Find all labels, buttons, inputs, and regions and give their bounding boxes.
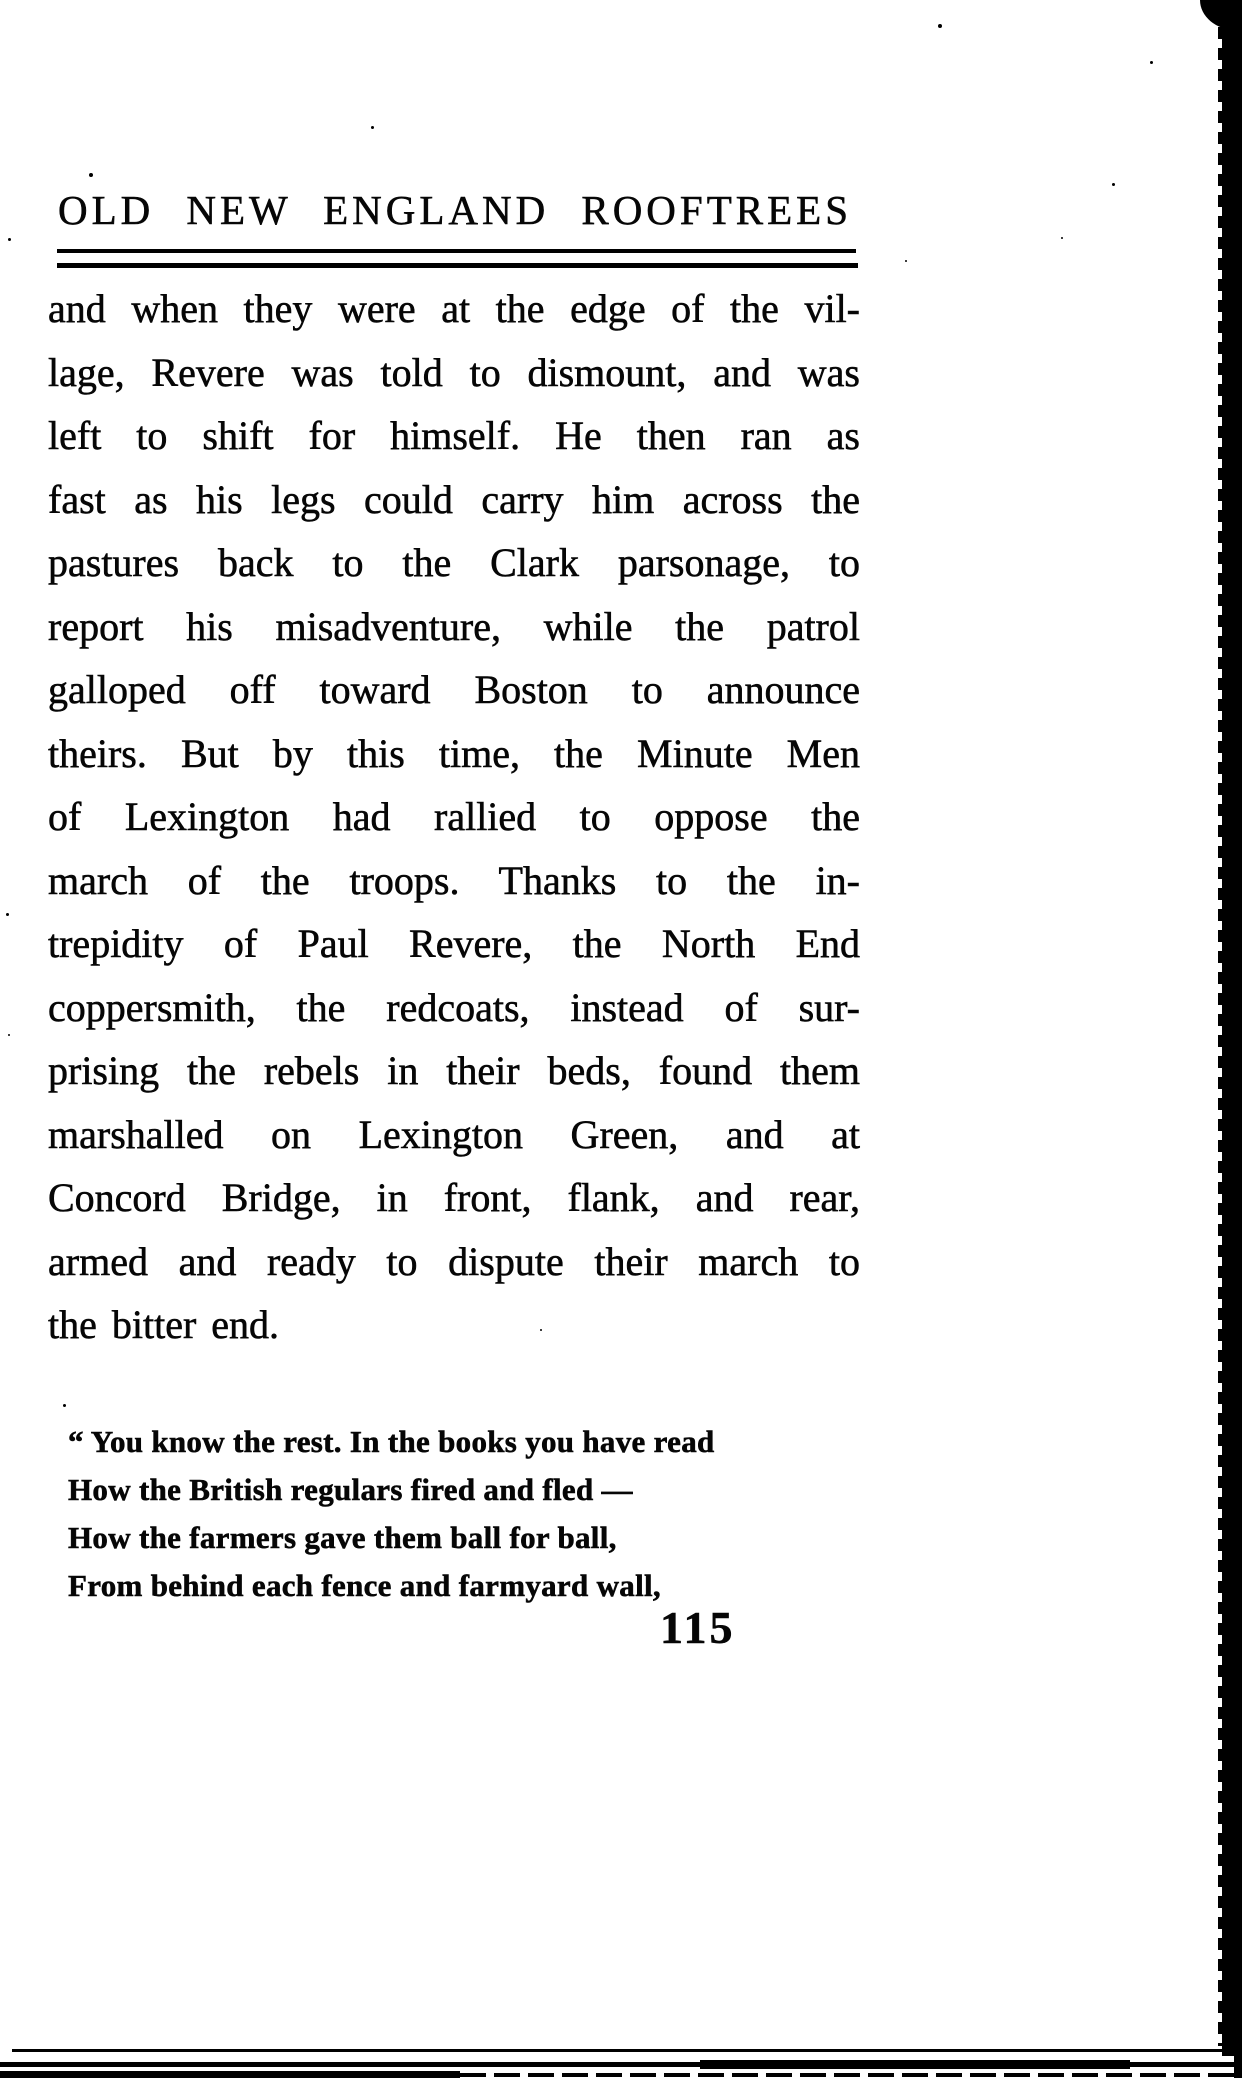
- scan-bottom-line: [12, 2049, 1240, 2052]
- speckle: [1112, 183, 1115, 186]
- scan-corner-curve: [1200, 0, 1236, 30]
- speckle: [371, 126, 374, 129]
- body-paragraph: [48, 277, 860, 1357]
- header-rule-bottom: [57, 263, 858, 268]
- body-line: coppersmith, the redcoats, instead of sur-: [48, 984, 860, 1030]
- verse-line: “ You know the rest. In the books you have read: [68, 1424, 715, 1459]
- body-line: Concord Bridge, in front, flank, and rear,: [48, 1175, 860, 1220]
- body-line: pastures back to the Clark parsonage, to: [48, 540, 860, 585]
- speckle: [540, 1329, 542, 1331]
- scan-edge-bar-outer: [1234, 0, 1242, 2078]
- scan-edge-bar-inner: [1222, 0, 1234, 2056]
- scan-bottom-band-speckled: [460, 2073, 1242, 2077]
- speckle: [63, 1404, 66, 1407]
- verse-quotation: [68, 1418, 848, 1610]
- body-line: left to shift for himself. He then ran as: [48, 413, 860, 458]
- verse-line: How the farmers gave them ball for ball,: [68, 1520, 617, 1555]
- speckle: [905, 260, 907, 262]
- speckle: [1150, 61, 1153, 64]
- body-line: march of the troops. Thanks to the in-: [48, 857, 860, 903]
- body-line: trepidity of Paul Revere, the North End: [48, 921, 860, 966]
- body-line: armed and ready to dispute their march to: [48, 1238, 860, 1284]
- scan-edge-ragged: [1218, 6, 1222, 2046]
- body-line: lage, Revere was told to dismount, and was: [48, 349, 860, 395]
- verse-line: How the British regulars fired and fled —: [68, 1472, 633, 1507]
- speckle: [1061, 237, 1063, 239]
- header-rule-top: [57, 249, 856, 253]
- page-number: 115: [660, 1602, 736, 1653]
- speckle: [8, 1034, 10, 1036]
- verse-line: From behind each fence and farmyard wall,: [68, 1568, 661, 1603]
- speckle: [8, 238, 11, 241]
- body-line: report his misadventure, while the patrol: [48, 603, 860, 649]
- speckle: [938, 24, 942, 28]
- scan-bottom-band: [700, 2060, 1130, 2069]
- body-line: prising the rebels in their beds, found them: [48, 1048, 860, 1093]
- body-line: of Lexington had rallied to oppose the: [48, 794, 860, 839]
- speckle: [6, 913, 9, 916]
- body-line: fast as his legs could carry him across the: [48, 476, 860, 522]
- body-line: marshalled on Lexington Green, and at: [48, 1111, 860, 1157]
- body-line: and when they were at the edge of the vil-: [48, 286, 860, 331]
- body-line: theirs. But by this time, the Minute Men: [48, 730, 860, 776]
- running-head-title: OLD NEW ENGLAND ROOFTREES: [58, 187, 852, 233]
- body-line: galloped off toward Boston to announce: [48, 667, 860, 712]
- body-line: the bitter end.: [48, 1302, 280, 1347]
- scan-bottom-band: [0, 2071, 460, 2078]
- speckle: [89, 173, 93, 177]
